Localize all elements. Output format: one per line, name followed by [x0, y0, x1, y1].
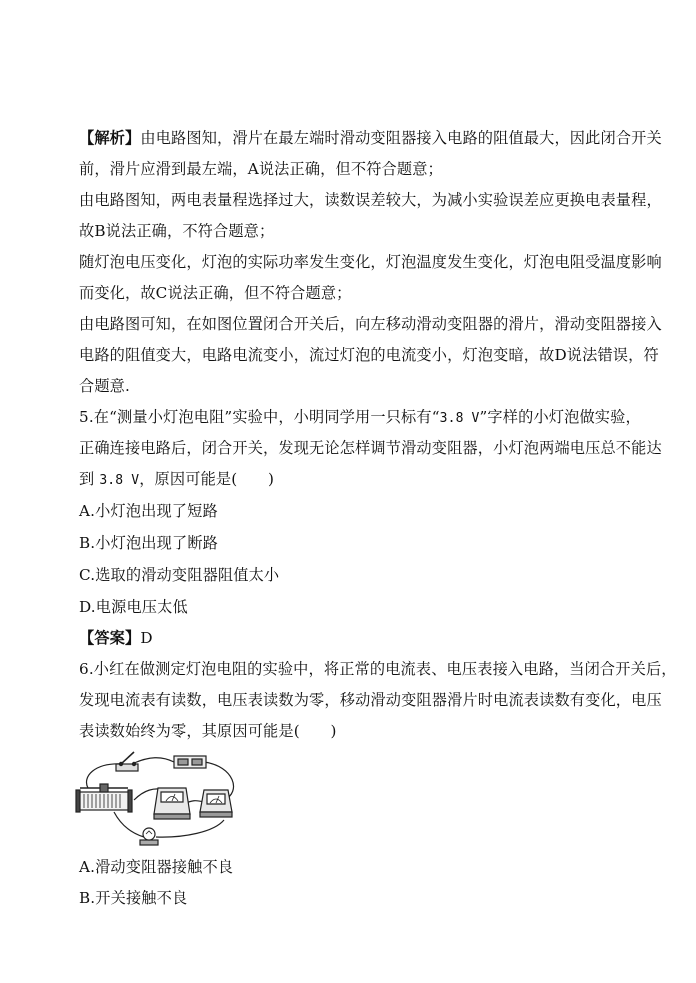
voltmeter-icon: [200, 790, 232, 817]
answer-label: 【答案】: [79, 629, 141, 647]
answer-value: D: [140, 629, 153, 647]
analysis-line-4: 故B说法正确，不符合题意；: [79, 222, 275, 240]
battery-icon: [174, 756, 206, 768]
q5-option-b: B.小灯泡出现了断路: [79, 534, 218, 552]
q5-answer: [79, 628, 153, 648]
analysis-line-5: 随灯泡电压变化，灯泡的实际功率发生变化，灯泡温度发生变化，灯泡电阻受温度影响: [79, 253, 662, 271]
q5-line-3: 到 3.8 V，原因可能是( ): [79, 470, 275, 488]
q5-line-1: 5.在“测量小灯泡电阻”实验中，小明同学用一只标有“3.8 V”字样的小灯泡做实验，: [79, 408, 641, 426]
ammeter-icon: [154, 788, 190, 819]
analysis-line-3: 由电路图知，两电表量程选择过大，读数误差较大，为减小实验误差应更换电表量程，: [79, 191, 662, 209]
analysis-line-2: 前，滑片应滑到最左端，A说法正确，但不符合题意；: [79, 160, 443, 178]
q5-voltage-2: 3.8 V: [99, 473, 140, 488]
analysis-line-9: 合题意.: [79, 377, 130, 395]
q6-option-a: A.滑动变阻器接触不良: [79, 858, 234, 876]
analysis-line-6: 而变化，故C说法正确，但不符合题意；: [79, 284, 352, 302]
analysis-text: 由电路图知，滑片在最左端时滑动变阻器接入电路的阻值最大，因此闭合开关: [140, 129, 662, 147]
q5-option-a: A.小灯泡出现了短路: [79, 502, 218, 520]
analysis-line-8: 电路的阻值变大，电路电流变小，流过灯泡的电流变小，灯泡变暗，故D说法错误，符: [79, 346, 659, 364]
rheostat-icon: [76, 784, 132, 812]
q5-option-d: D.电源电压太低: [79, 598, 188, 616]
switch-icon: [116, 752, 138, 771]
q5-voltage: 3.8 V: [439, 411, 480, 426]
q6-line-3: 表读数始终为零，其原因可能是( ): [79, 722, 337, 740]
circuit-figure: [74, 742, 244, 852]
q6-line-2: 发现电流表有读数，电压表读数为零，移动滑动变阻器滑片时电流表读数有变化，电压: [79, 691, 662, 709]
q5-option-c: C.选取的滑动变阻器阻值太小: [79, 566, 280, 584]
q6-option-b: B.开关接触不良: [79, 889, 188, 907]
analysis-label: 【解析】: [79, 129, 141, 147]
q5-line-2: 正确连接电路后，闭合开关，发现无论怎样调节滑动变阻器，小灯泡两端电压总不能达: [79, 439, 662, 457]
q6-line-1: 6.小红在做测定灯泡电阻的实验中，将正常的电流表、电压表接入电路，当闭合开关后，: [79, 660, 677, 678]
analysis-line-7: 由电路图可知，在如图位置闭合开关后，向左移动滑动变阻器的滑片，滑动变阻器接入: [79, 315, 662, 333]
analysis-line-1: [79, 128, 662, 148]
